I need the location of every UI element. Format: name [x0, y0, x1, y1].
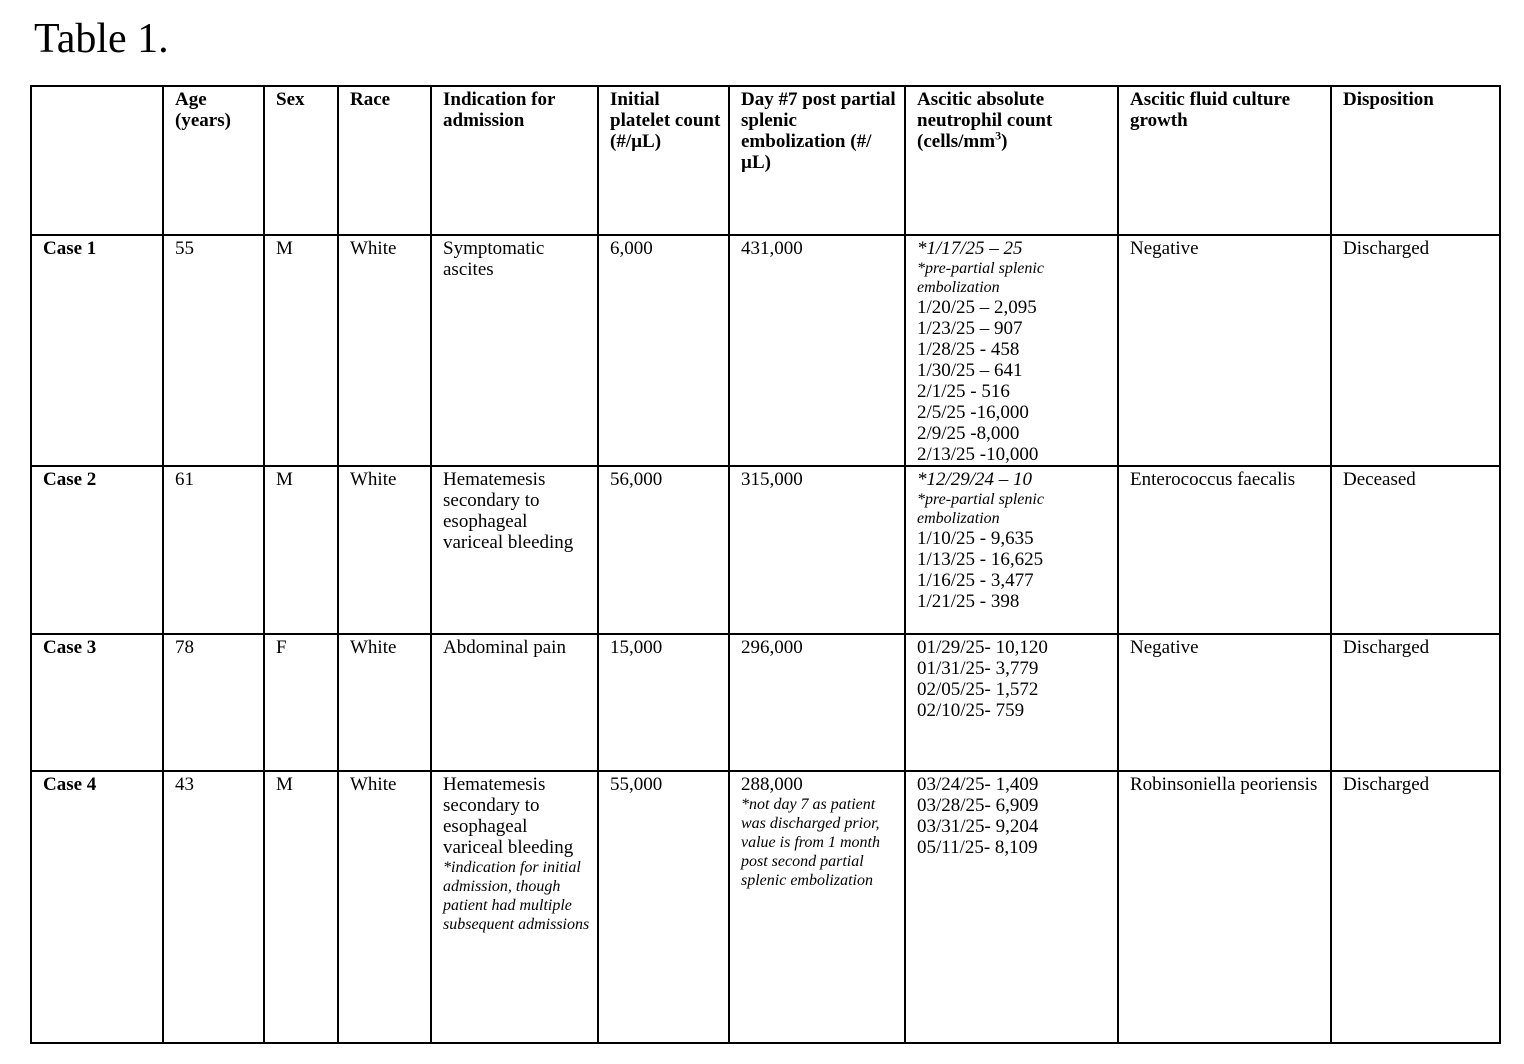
- header-anc: [905, 86, 1118, 235]
- header-row: [31, 86, 1500, 235]
- anc-entry: 1/16/25 - 3,477: [917, 570, 1034, 591]
- header-platelet: Initial platelet count (#/µL): [598, 86, 729, 235]
- indication-text: Hematemesis secondary to esophageal variceal bleeding: [443, 469, 574, 553]
- data-table: [30, 85, 1501, 1044]
- header-race: Race: [338, 86, 431, 235]
- indication-text: Hematemesis secondary to esophageal variceal bleeding: [443, 774, 574, 858]
- anc-cell: [905, 771, 1118, 1043]
- race-cell: White: [338, 466, 431, 634]
- sex-cell: F: [264, 634, 338, 771]
- anc-cell: [905, 634, 1118, 771]
- table-row: [31, 634, 1500, 771]
- indication-note: *indication for initial admission, though patient had multiple subsequent admissions: [443, 859, 590, 933]
- disposition-cell: Discharged: [1331, 634, 1500, 771]
- header-age: Age (years): [163, 86, 264, 235]
- day7-value: 315,000: [741, 469, 803, 490]
- anc-cell: [905, 235, 1118, 466]
- anc-entry: 03/28/25- 6,909: [917, 795, 1039, 816]
- indication-cell: [431, 771, 598, 1043]
- day7-value: 431,000: [741, 238, 803, 259]
- table-row: [31, 235, 1500, 466]
- culture-cell: Negative: [1118, 235, 1331, 466]
- disposition-cell: Deceased: [1331, 466, 1500, 634]
- anc-entry: 1/10/25 - 9,635: [917, 528, 1034, 549]
- day7-value: 296,000: [741, 637, 803, 658]
- anc-entry: *12/29/24 – 10: [917, 469, 1033, 490]
- header-anc-sup: 3: [995, 128, 1002, 143]
- anc-entry: 01/31/25- 3,779: [917, 658, 1039, 679]
- table-title: Table 1.: [34, 16, 169, 62]
- header-anc-end: ): [1001, 131, 1008, 152]
- sex-cell: M: [264, 235, 338, 466]
- header-day7: Day #7 post partial splenic embolization (#/µL): [729, 86, 905, 235]
- anc-entry: 02/10/25- 759: [917, 700, 1025, 721]
- table-row: [31, 466, 1500, 634]
- anc-entry: 1/21/25 - 398: [917, 591, 1020, 612]
- anc-entry: 05/11/25- 8,109: [917, 837, 1038, 858]
- day7-cell: [729, 634, 905, 771]
- header-culture: Ascitic fluid culture growth: [1118, 86, 1331, 235]
- header-sex: Sex: [264, 86, 338, 235]
- disposition-cell: Discharged: [1331, 235, 1500, 466]
- anc-entry: 2/1/25 - 516: [917, 381, 1010, 402]
- race-cell: White: [338, 634, 431, 771]
- age-cell: 78: [163, 634, 264, 771]
- day7-value: 288,000: [741, 774, 803, 795]
- day7-cell: [729, 466, 905, 634]
- age-cell: 55: [163, 235, 264, 466]
- table-row: [31, 771, 1500, 1043]
- platelet-cell: 56,000: [598, 466, 729, 634]
- sex-cell: M: [264, 771, 338, 1043]
- anc-entry: 1/30/25 – 641: [917, 360, 1023, 381]
- day7-cell: [729, 771, 905, 1043]
- anc-entry: *pre-partial splenic embolization: [917, 491, 1044, 527]
- indication-cell: [431, 634, 598, 771]
- anc-entry: 02/05/25- 1,572: [917, 679, 1039, 700]
- anc-entry: 2/9/25 -8,000: [917, 423, 1020, 444]
- anc-entry: 2/5/25 -16,000: [917, 402, 1029, 423]
- day7-note: *not day 7 as patient was discharged prior, value is from 1 month post second partial splenic embolization: [741, 796, 880, 889]
- anc-entry: *pre-partial splenic embolization: [917, 260, 1044, 296]
- sex-cell: M: [264, 466, 338, 634]
- race-cell: White: [338, 771, 431, 1043]
- platelet-cell: 15,000: [598, 634, 729, 771]
- age-cell: 61: [163, 466, 264, 634]
- anc-cell: [905, 466, 1118, 634]
- indication-text: Abdominal pain: [443, 637, 566, 658]
- case-label: Case 1: [31, 235, 163, 466]
- day7-cell: [729, 235, 905, 466]
- anc-entry: 1/13/25 - 16,625: [917, 549, 1044, 570]
- culture-cell: Robinsoniella peoriensis: [1118, 771, 1331, 1043]
- indication-cell: [431, 466, 598, 634]
- anc-entry: 1/20/25 – 2,095: [917, 297, 1037, 318]
- indication-text: Symptomatic ascites: [443, 238, 545, 280]
- header-blank: [31, 86, 163, 235]
- case-label: Case 3: [31, 634, 163, 771]
- indication-cell: [431, 235, 598, 466]
- case-label: Case 2: [31, 466, 163, 634]
- disposition-cell: Discharged: [1331, 771, 1500, 1043]
- header-anc-text: Ascitic absolute neutrophil count (cells/mm: [917, 89, 1053, 152]
- anc-entry: 2/13/25 -10,000: [917, 444, 1039, 465]
- culture-cell: Negative: [1118, 634, 1331, 771]
- platelet-cell: 55,000: [598, 771, 729, 1043]
- header-disposition: Disposition: [1331, 86, 1500, 235]
- anc-entry: 1/28/25 - 458: [917, 339, 1020, 360]
- anc-entry: *1/17/25 – 25: [917, 238, 1023, 259]
- case-label: Case 4: [31, 771, 163, 1043]
- age-cell: 43: [163, 771, 264, 1043]
- anc-entry: 01/29/25- 10,120: [917, 637, 1048, 658]
- platelet-cell: 6,000: [598, 235, 729, 466]
- anc-entry: 03/24/25- 1,409: [917, 774, 1039, 795]
- header-indication: Indication for admission: [431, 86, 598, 235]
- anc-entry: 03/31/25- 9,204: [917, 816, 1039, 837]
- race-cell: White: [338, 235, 431, 466]
- culture-cell: Enterococcus faecalis: [1118, 466, 1331, 634]
- anc-entry: 1/23/25 – 907: [917, 318, 1023, 339]
